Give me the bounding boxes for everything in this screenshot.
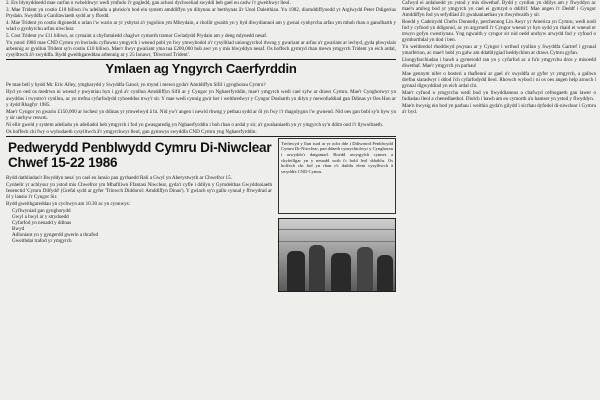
article-paragraph: Bydd gweithgareddau yn cychwyn am 10.30 ac yn cynnwys: [6,200,131,207]
event-list-item: Cyfarfod yn neuadd y ddinas [12,220,72,227]
photo-figure [331,253,351,291]
top-list-item: 5. Cost Trident yw £11 biliwn, ac cymaint a chyfartaledd chaglwr cymorth tramor Gwladydd Prydain am y deng mlynedd nesaf. [6,33,268,40]
section-divider [6,136,396,137]
right-paragraph: Yn weithredol rhoddwyd pwysau ar y Cyngor i wrthod cynllun y Swyddfa Gartref i gynnal ymarferion, ac mae'r bobl yn galw am ddatblygiad heddychlon ar draws Cymru gyfan. [402,44,596,57]
photo-caption-box: Trefnwyd y llun isod ar yr ochr dde i Ddiwrnod Penblwydd Cymru Di-Niwclear, pan ddaeth cynrychiolwyr y Cynghorau i arwyddo'r datganiad. Roedd awyrgylch cynnes a chyfeillgar yn y neuadd wrth i'r bobl leol ddathlu. Os hoffech chi fod yn rhan o'r dathlu eleni cysylltwch â swyddfa CND Cymru. [278,138,396,214]
article-title: Ymlaen ag Yngyrch Caerfyrddin [105,61,297,77]
right-paragraph: Mae gennym nifer o bosteri a thaflenni ar gael o'r swyddfa ar gyfer yr ymgyrch, a gallwn drefnu siaradwyr i ddod i'ch cyfarfodydd lleol. Rhowch wybod i ni os oes angen help arnoch i gynnal digwyddiad yn eich ardal chi. [402,70,596,89]
right-paragraph: Mae'r cyfnod o ymgyrchu wedi bod yn llwyddiannus a chafwyd cefnogaeth gan lawer o fudiadau lleol a chenedlaethol. Diolch i bawb am eu cymorth a'u hamser yn ystod y flwyddyn. [402,89,596,102]
section-divider [6,59,396,60]
article-text [6,138,272,245]
article-paragraph: Os hoffech chi fwy o wybodaeth cysylltwch â'r ymgyrchwyr lleol, gan gynnwys swyddfa CND Cymru yng Nghaerfyrddin. [6,128,257,135]
photo-detail [279,241,395,242]
right-column [402,0,596,116]
event-list-item: Bwyd [12,226,25,233]
event-photo [278,218,396,292]
event-list-item: Gwyl a hwyl ar y strydoedd [12,214,69,221]
right-paragraph: Mae'n bwysig ein bod yn parhau i weithio gyda'n gilydd i sicrhau dyfodol di-niwclear i Gymru a'r byd. [402,102,596,115]
article-paragraph: Bydd dathliadau'r Bwyddyn nesa' yn cael eu lansio pan gyrhaedd Rali a Gwyl yn Aberystwyth ar Chwefror 15. [6,174,232,181]
article-ymlaen [6,61,396,134]
top-list-item: 4. Mae Trident yn costio digonedd o arian i'w wario ar yr ysbytai a'r ysgolion ym Mhrydain, a chollir gwaith yn y byd diwydiannol am y gwnai cynhyrchu arfau ym mhob rhan o ganolbarth y wlad o gynhyrchu arfau niwclear. [6,20,396,33]
event-list-item: Gweithdai trafod yr ymgyrch [12,238,72,245]
article-paragraph: Cynhelir yr achlysur yn ystod mis Chwefror ym Mhafiliwn Ffantasi Niwclear, gyda'r cyfle i ddilyn y Gymdeithas Gwyddoniaeth Ieuenctid 'Cymru Dilfydd' (Grefal sydd ar gyfer 'Trinwch Diddorol: Amddiffyn Dinas'). Y gwlach sy'n gallu cynnal y ffrwydrad ar ôl y lansio i'r Cyngor Sir. [6,181,272,200]
photo-figure [357,247,373,291]
photo-figure [287,251,305,291]
photo-figure [309,245,325,291]
article-title-line: Pedwerydd Penblwydd Cymru Di-Niwclear [8,139,272,155]
article-paragraph: Hyd yn oed os medrwn ni wneud y pwyntiau hyn i gyd a'r cynllun Amddiffyn Sifil ar y Cyngor yn Nghaerfyrddin, mae'r ymgyrch wedi cael sylw ar draws Cymru. Mae'r Cynghorwyr yn awyddus i rwystro'r cynllun, ac yn trefnu cyfarfodydd cyhoeddus trwy'r sir. Y mae wedi cynnig gwir her i weithredwyr y Cyngor Dosbarth yn dilyn y mewnfuddiad gan Ddinas yr Oes Hon ar y 4ydd Rhagfyr 1985. [6,89,396,108]
top-list [6,0,396,39]
intro-paragraph: Yn ystod 1986 mae CND Cymru yn bwriadu cyflawnu ymgyrch i wneud pobl yn fwy ymwybodol o'r cysylltiad uniongyrchol rhwng y gwariant ar arfau a'r gwariant ar iechyd, gyda phwyslais arbennig ar gynllun Trident sy'n costio £10 biliwn. Mae'r llwyr gwariant yma tua £200,000 bob awr yn y mis blwyddyn nesaf. Os hoffech gymryd rhan mewn ymgyrch Trident yn eich ardal, cysylltwch â'r swyddfa. Bydd gweithgareddau arbennig ar y 25 Ionawr, 'Diwrnod Trident'. [6,40,396,59]
top-list-item: 3. Mae Trident yn costio £10 biliwn i'w adeiladu a phrisio'n bod ein system amddiffyn yn dibynnu ar berthynas â'r Unol Daleithiau. Yn 1982, diomddiffynodd yr Arglwydd Peter Ddigerius Prydain. Swyddfa a Ganllawiaeth sydd ar y ffordd. [6,7,396,20]
event-list-item: Cyflwyniad gan gynghorydd [12,208,71,215]
event-list-item: Adloniant yn y gyngerdd gwerin a thrafod [12,232,99,239]
right-paragraph: Cafwyd ei ardaloedd yn ystod y mis diwethaf. Bydd y cynllun yn ddilys am y flwyddyn ac mae'n amlwg bod yr ymgyrch yn cael ei gymryd o ddifrif. Mae angen i'r Deddf i Gyngor Amddiffyn fod yn sefydliad â'r gwahaniaethau yn rhwydwaith y sir. [402,0,596,19]
article-title-date: Chwef 15-22 1986 [8,155,118,171]
article-paragraph: Pe mae bell y bydd Mr. Eric Alley, ymgharydd y Swyddfa Ganol, yn mynd i mewn gyda'r Amddiffyn Sifil i gynghorau Cymru? [6,82,266,89]
photo-block [278,138,396,292]
article-title [8,140,272,171]
right-paragraph: Roedd y Cadeirydd Chefrs Donnelly, perchennog Lin Awyr yr America yn Cymru, wedi nodi fod y cyfnod yn ddigonol, ac yn argymell i'r Cyngor wneud yr hyn sydd yn rhaid ei wneud er mwyn gofyn cwestiynau. Yng ngwaith y cyngor sir nid oedd unrhyw arwydd fod y cyfnod o gymhorthdal yn dod i ben. [402,19,596,44]
article-paragraph: Ni ellir gweld y system adeiladu yn adeiladol heb ymgyrch i fod yn gwasgaredig yn Nghaerfyrddin i bob rhan o ardal y sir, a'r gwahaniaeth yn yr ymgyrch sy'n ddim ond i'r llywodraeth. [6,121,384,128]
article-penblwydd [6,138,396,308]
photo-figure [377,255,393,291]
article-paragraph: Mae'r Cyngor yn gwario £150,000 ar lochesi yn ddinas yr ymwelwyd â hi. Nid yw'r angen i newid rhwng y pethau sydd ar ôl yn fwy i'r rhagolygon i'w gwneud. Nid oes gan bobl sy'n byw yn y sir unrhyw reswm. [6,108,396,121]
photo-detail [279,229,395,230]
top-list-item: 2. Ers blynyddoedd mae carfan o rwbeithwyr wedi ymfudo i'r gogledd, gan achosi dychweliad swyddi heb gael eu cadw i'r gweithwyr lleol. [6,0,291,6]
left-column [6,0,396,308]
right-paragraph: Llongyfarchiadau i bawb a gymerodd ran yn y cyfarfod ac a fu'n ymgyrchu dros y misoedd diwethaf. Mae'r ymgyrch yn parhau! [402,57,596,70]
